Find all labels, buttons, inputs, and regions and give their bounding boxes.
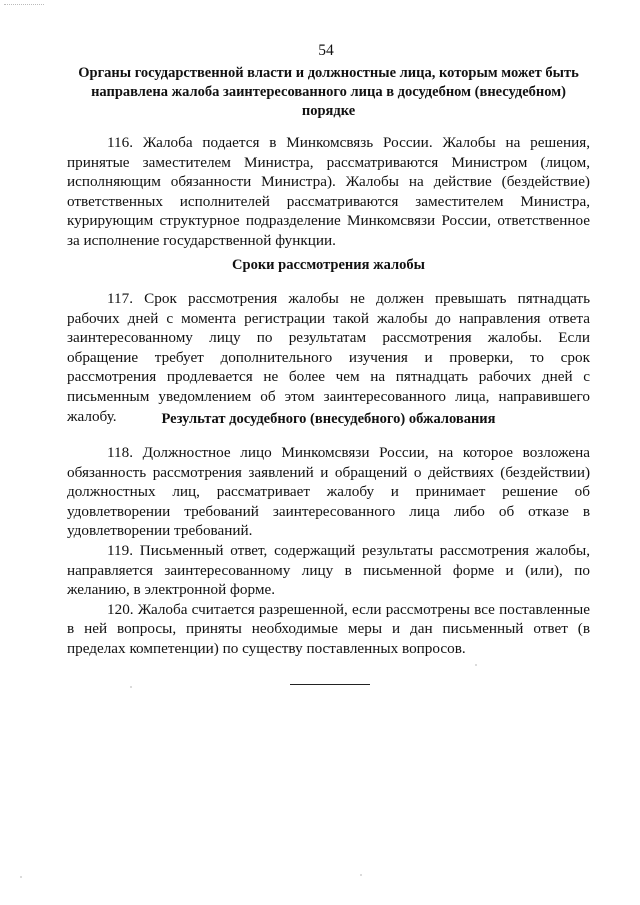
section-118-120 bbox=[67, 443, 590, 659]
scan-speck bbox=[475, 664, 477, 666]
end-separator-line bbox=[290, 684, 370, 685]
scan-speck bbox=[130, 686, 132, 688]
section-117 bbox=[67, 289, 590, 426]
scan-speck bbox=[20, 876, 22, 878]
scan-speck bbox=[360, 874, 362, 876]
scan-artifact bbox=[4, 4, 44, 11]
heading-complaint-authorities: Органы государственной власти и должностные лица, которым может быть направлена жалоба заинтересованного лица в досудебном (внесудебном) порядке bbox=[78, 65, 579, 119]
paragraph-119: 119. Письменный ответ, содержащий результаты рассмотрения жалобы, направляется заинтересованному лицу в письменной форме и (или), по желанию, в электронной форме. bbox=[67, 541, 590, 599]
heading-review-terms: Сроки рассмотрения жалобы bbox=[232, 257, 425, 273]
heading-appeal-result: Результат досудебного (внесудебного) обжалования bbox=[161, 411, 496, 427]
paragraph-118: 118. Должностное лицо Минкомсвязи России, на которое возложена обязанность рассмотрения заявлений и обращений о действиях (бездействии) должностных лиц, рассматривает жалобу и принимает решение об удовлетворении требований заинтересованного лица либо об отказе в удовлетворении требований. bbox=[67, 444, 590, 540]
paragraph-117: 117. Срок рассмотрения жалобы не должен превышать пятнадцать рабочих дней с момента регистрации такой жалобы до направления ответа заинтересованному лицу по результатам рассмотрения жалобы. Если обращение требует дополнительного изучения и проверки, то срок рассмотрения продлевается не более чем на пятнадцать рабочих дней с письменным уведомлением об этом заинтересованного лица, направившего жалобу. bbox=[67, 290, 590, 425]
section-116 bbox=[67, 133, 590, 251]
page-number: 54 bbox=[318, 42, 334, 59]
paragraph-120: 120. Жалоба считается разрешенной, если рассмотрены все поставленные в ней вопросы, приняты необходимые меры и дан письменный ответ (в пределах компетенции) по существу поставленных вопросов. bbox=[67, 600, 590, 657]
paragraph-116: 116. Жалоба подается в Минкомсвязь России. Жалобы на решения, принятые заместителем Министра, рассматриваются Министром (лицом, исполняющим обязанности Министра). Жалобы на действие (бездействие) ответственных исполнителей рассматриваются заместителем Министра, курирующим структурное подразделение Минкомсвязи России, ответственное за исполнение государственной функции. bbox=[67, 134, 590, 249]
